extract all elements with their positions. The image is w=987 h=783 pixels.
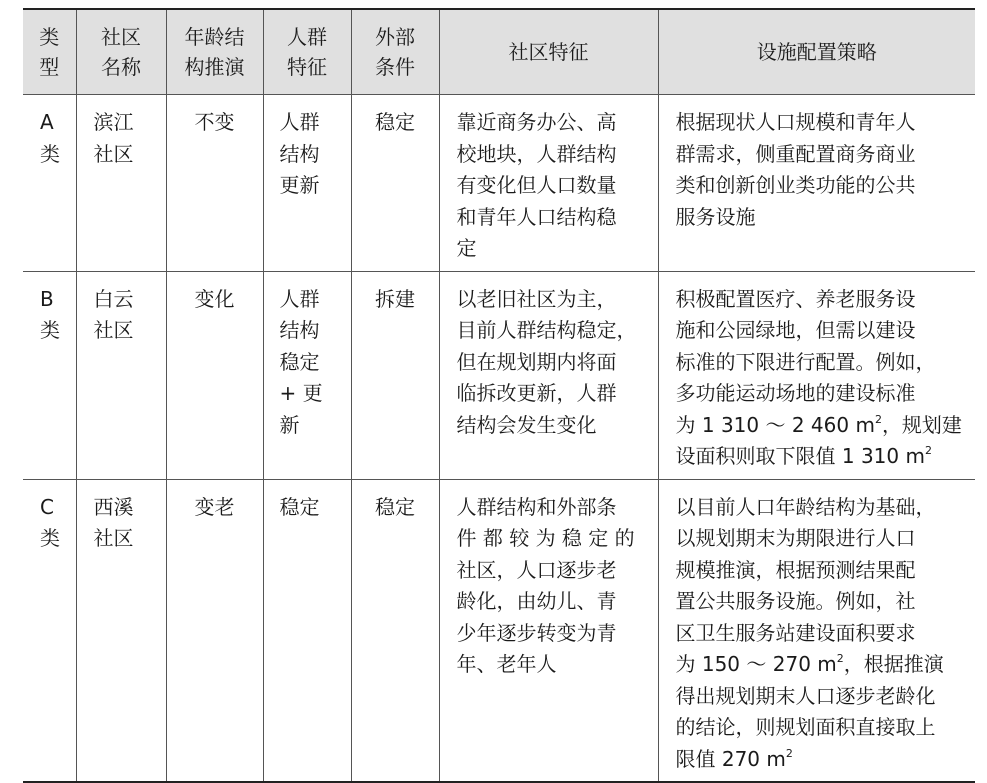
age-cell: 不变 (166, 95, 263, 272)
strategy-cell: 以目前人口年龄结构为基础， 以规划期末为期限进行人口 规模推演，根据预测结果配 置公共服务设施。例如，社 区卫生服务站建设面积要求 为 150 ～ 270 $m^2$，根据推演 得出规划期末人口逐步老龄化 的结论，则规划面积直接取上 限值 270 $m^2$ (658, 479, 975, 782)
age-cell: 变化 (166, 271, 263, 479)
strategy-cell: 根据现状人口规模和青年人 群需求，侧重配置商务商业 类和创新创业类功能的公共 服务设施 (658, 95, 975, 272)
crowd-cell: 人群 结构 更新 (263, 95, 351, 272)
external-cell: 稳定 (351, 95, 439, 272)
community-strategy-table (23, 8, 975, 783)
features-cell: 以老旧社区为主， 目前人群结构稳定， 但在规划期内将面 临拆改更新，人群 结构会发生变化 (439, 271, 658, 479)
table-row (23, 95, 975, 272)
header-type: 类 型 (23, 9, 76, 95)
header-external-conditions: 外部 条件 (351, 9, 439, 95)
crowd-cell: 稳定 (263, 479, 351, 782)
strategy-cell: 积极配置医疗、养老服务设 施和公园绿地，但需以建设 标准的下限进行配置。例如， 多功能运动场地的建设标准 为 1 310 ～ 2 460 $m^2$，规划建 设面积则取下限值 1 310 $m^2$ (658, 271, 975, 479)
table-row (23, 271, 975, 479)
type-cell: C 类 (23, 479, 76, 782)
community-name-cell: 西溪 社区 (76, 479, 166, 782)
header-community-name: 社区 名称 (76, 9, 166, 95)
age-cell: 变老 (166, 479, 263, 782)
table-row (23, 479, 975, 782)
features-cell: 人群结构和外部条 件 都 较 为 稳 定 的 社区，人口逐步老 龄化，由幼儿、青 少年逐步转变为青 年、老年人 (439, 479, 658, 782)
type-cell: B 类 (23, 271, 76, 479)
header-crowd-features: 人群 特征 (263, 9, 351, 95)
community-name-cell: 白云 社区 (76, 271, 166, 479)
community-name-cell: 滨江 社区 (76, 95, 166, 272)
header-community-features: 社区特征 (439, 9, 658, 95)
header-facility-strategy: 设施配置策略 (658, 9, 975, 95)
table-header-row (23, 9, 975, 95)
crowd-cell: 人群 结构 稳定 + 更 新 (263, 271, 351, 479)
external-cell: 稳定 (351, 479, 439, 782)
external-cell: 拆建 (351, 271, 439, 479)
type-cell: A 类 (23, 95, 76, 272)
header-age-structure: 年龄结 构推演 (166, 9, 263, 95)
features-cell: 靠近商务办公、高 校地块，人群结构 有变化但人口数量 和青年人口结构稳 定 (439, 95, 658, 272)
